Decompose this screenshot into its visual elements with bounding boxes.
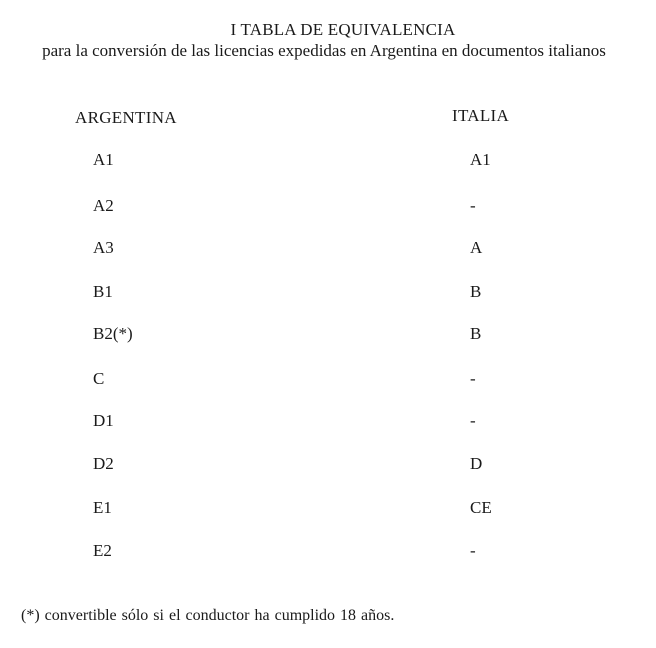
table-row [0,369,656,391]
argentina-license: A1 [93,150,114,169]
italia-license: D [470,454,483,473]
table-row [0,324,656,346]
italia-license: - [470,369,476,388]
argentina-license: C [93,369,105,388]
italia-license: - [470,541,476,560]
italia-license: B [470,324,482,343]
footnote: (*) convertible sólo si el conductor ha cumplido 18 años. [21,607,395,624]
italia-license: - [470,411,476,430]
argentina-license: A2 [93,196,114,215]
italia-license: CE [470,498,492,517]
italia-license: A1 [470,150,491,169]
table-row [0,150,656,172]
argentina-license: D1 [93,411,114,430]
table-row [0,411,656,433]
column-header-italia: ITALIA [452,106,510,125]
document-title: I TABLA DE EQUIVALENCIA [230,20,456,39]
table-row [0,454,656,476]
italia-license: A [470,238,483,257]
argentina-license: A3 [93,238,114,257]
table-row [0,498,656,520]
argentina-license: D2 [93,454,114,473]
argentina-license: B1 [93,282,113,301]
table-row [0,541,656,563]
document-subtitle: para la conversión de las licencias expedidas en Argentina en documentos italianos [42,41,606,60]
table-row [0,282,656,304]
table-row [0,196,656,218]
italia-license: - [470,196,476,215]
argentina-license: B2(*) [93,324,133,343]
argentina-license: E1 [93,498,112,517]
argentina-license: E2 [93,541,112,560]
table-row [0,238,656,260]
italia-license: B [470,282,482,301]
column-header-argentina: ARGENTINA [75,108,177,127]
